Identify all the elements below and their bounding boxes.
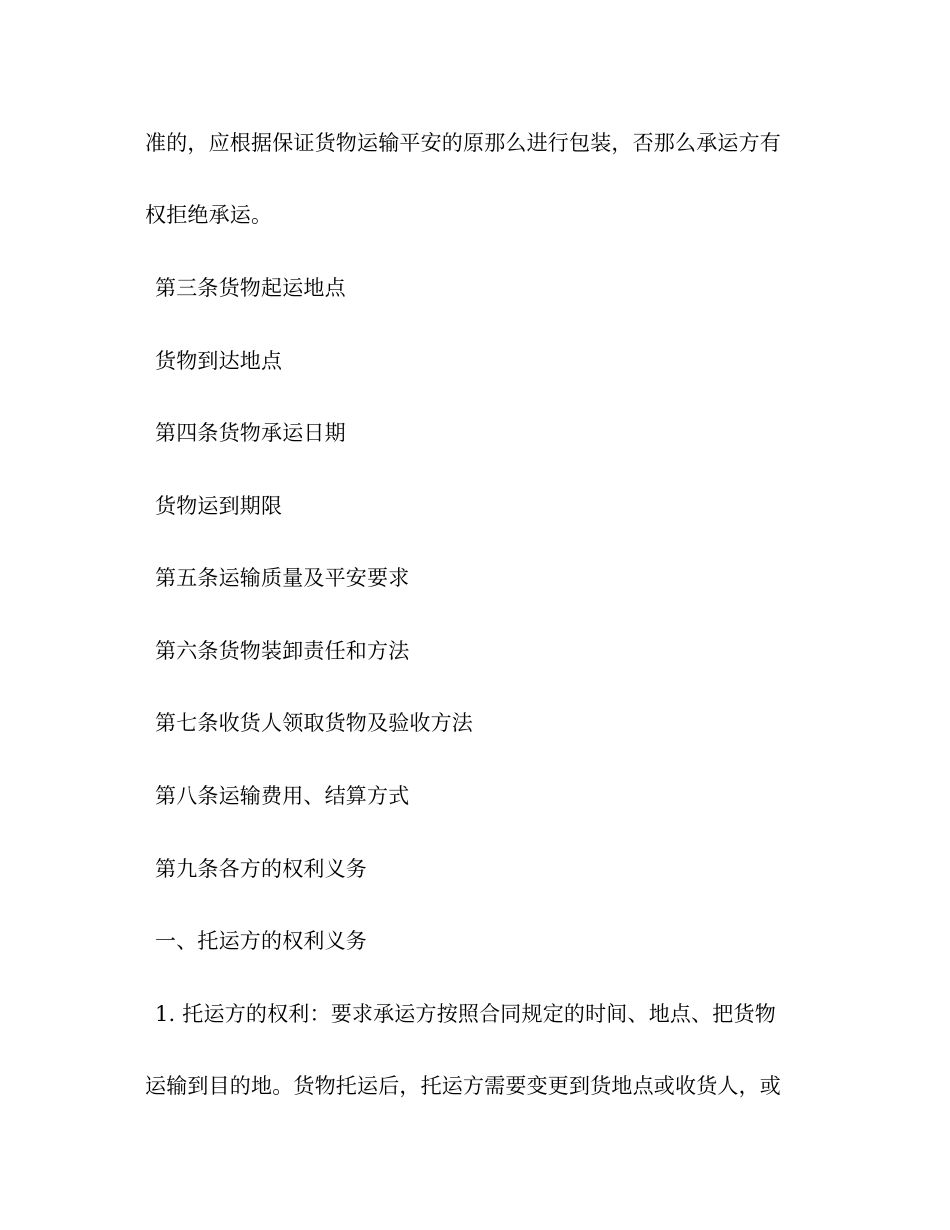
clause-subitem: 货物运到期限 — [155, 494, 283, 518]
clause-heading-3: 第三条货物起运地点 — [155, 276, 346, 300]
clause-heading-9: 第九条各方的权利义务 — [155, 857, 367, 881]
paragraph-line: 权拒绝承运。 — [145, 203, 273, 227]
clause-heading-7: 第七条收货人领取货物及验收方法 — [155, 711, 473, 735]
paragraph-line: 准的，应根据保证货物运输平安的原那么进行包装，否那么承运方有 — [145, 131, 781, 155]
clause-heading-6: 第六条货物装卸责任和方法 — [155, 639, 410, 663]
clause-heading-5: 第五条运输质量及平安要求 — [155, 566, 410, 590]
clause-heading-8: 第八条运输费用、结算方式 — [155, 784, 410, 808]
clause-subitem: 货物到达地点 — [155, 349, 283, 373]
paragraph-line: 运输到目的地。货物托运后，托运方需要变更到货地点或收货人，或 — [145, 1074, 781, 1098]
clause-heading-4: 第四条货物承运日期 — [155, 421, 346, 445]
numbered-item: 1. 托运方的权利：要求承运方按照合同规定的时间、地点、把货物 — [155, 1002, 776, 1026]
section-heading: 一、托运方的权利义务 — [155, 929, 367, 953]
